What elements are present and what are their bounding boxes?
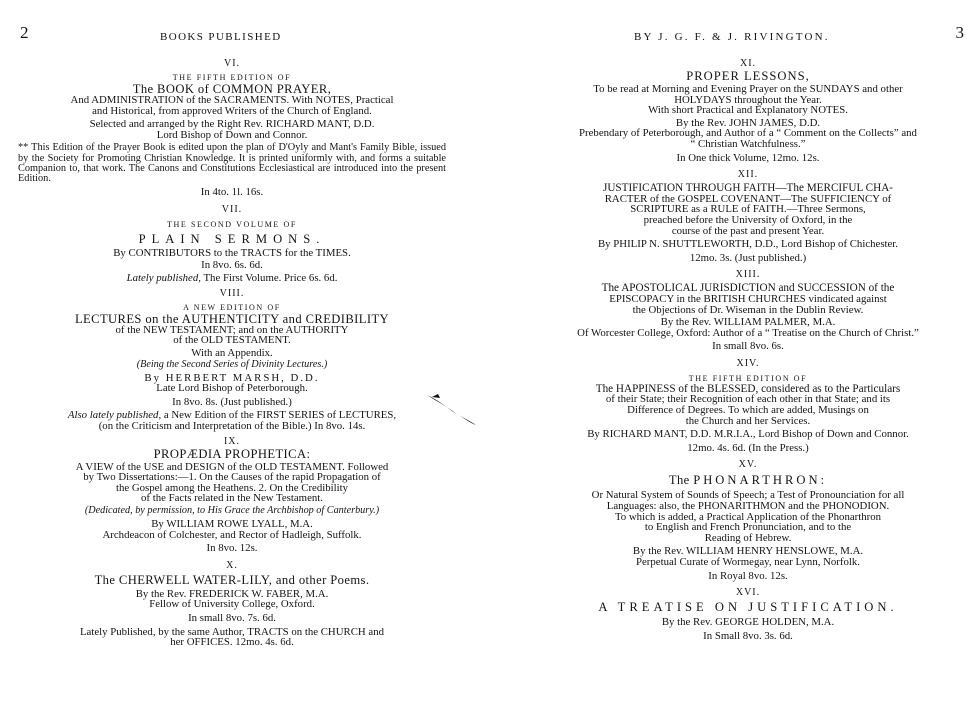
entry-line xyxy=(18,360,446,370)
entry-author: By the Rev. GEORGE HOLDEN, M.A. xyxy=(661,616,835,629)
entry-line: the Church and her Services. xyxy=(685,414,811,427)
entry-author: By the Rev. FREDERICK W. FABER, M.A. xyxy=(135,587,329,600)
entry-line: Selected and arranged by the Right Rev. RICHARD MANT, D.D. xyxy=(89,118,375,131)
title-prefix: The xyxy=(668,473,694,488)
entry-title: The BOOK of COMMON PRAYER, xyxy=(132,82,332,96)
entry-title: JUSTIFICATION THROUGH FAITH—The MERCIFUL CHA- xyxy=(602,182,894,195)
italic-text: (Dedicated, by permission, to His Grace the Archbishop of Canterbury.) xyxy=(84,504,380,516)
entry-author: By RICHARD MANT, D.D. M.R.I.A., Lord Bishop of Down and Connor. xyxy=(587,428,909,441)
entry-line: Late Lord Bishop of Peterborough. xyxy=(156,382,308,395)
entry-line: Languages: also, the PHONARITHMON and the PHONODION. xyxy=(606,500,890,513)
entry-title: LECTURES on the AUTHENTICITY and CREDIBILITY xyxy=(74,311,390,326)
entry-xi xyxy=(532,58,964,163)
entry-title: The CHERWELL WATER-LILY, and other Poems. xyxy=(94,572,370,587)
entry-line: To which is added, a Practical Application of the Phonarthron xyxy=(614,510,882,523)
entry-price: In 8vo. 12s. xyxy=(206,542,258,555)
entry-vii xyxy=(18,204,446,284)
entry-price: In One thick Volume, 12mo. 12s. xyxy=(676,151,820,164)
entry-price: In 8vo. 6s. 6d. xyxy=(201,259,263,272)
entry-line: RACTER of the GOSPEL COVENANT—The SUFFICIENCY of xyxy=(604,192,892,205)
entry-author: By WILLIAM ROWE LYALL, M.A. xyxy=(151,518,313,531)
page-number-left: 2 xyxy=(20,23,29,42)
edition-line: A NEW EDITION OF xyxy=(183,302,281,312)
entry-line: “ Christian Watchfulness.” xyxy=(690,137,806,150)
entry-number: XIII. xyxy=(735,269,761,281)
entry-author: By the Rev. WILLIAM HENRY HENSLOWE, M.A. xyxy=(632,545,864,558)
entry-line: Archdeacon of Colchester, and Rector of Hadleigh, Suffolk. xyxy=(102,528,362,541)
entry-price: 12mo. 4s. 6d. (In the Press.) xyxy=(687,441,809,454)
entry-xvi xyxy=(532,587,964,641)
page-number-right: 3 xyxy=(955,23,964,42)
entry-price: In 4to. 1l. 16s. xyxy=(200,186,264,199)
entry-number: VIII. xyxy=(219,287,245,299)
entry-number: X. xyxy=(226,559,238,571)
entry-number: VII. xyxy=(221,203,243,215)
entry-author: By the Rev. WILLIAM PALMER, M.A. xyxy=(660,316,836,329)
entry-line: HOLYDAYS throughout the Year. xyxy=(674,93,822,106)
entry-line: of the NEW TESTAMENT; and on the AUTHORITY xyxy=(115,323,349,336)
entry-line: Prebendary of Peterborough, and Author of a “ Comment on the Collects” and xyxy=(579,127,917,140)
entry-line xyxy=(18,506,446,516)
entry-author: By HERBERT MARSH, D.D. xyxy=(144,371,320,384)
right-page-header xyxy=(532,23,964,49)
entry-ix xyxy=(18,436,446,554)
edition-line: THE FIFTH EDITION OF xyxy=(688,373,808,383)
edition-line: THE FIFTH EDITION OF xyxy=(172,73,292,82)
running-head-right: BY J. G. F. & J. RIVINGTON. xyxy=(634,31,830,43)
entry-line: the Gospel among the Heathens. 2. On the Credibility xyxy=(115,481,349,494)
entry-line: And ADMINISTRATION of the SACRAMENTS. With NOTES, Practical xyxy=(70,94,394,106)
entry-line xyxy=(18,273,446,284)
entry-line: and Historical, from approved Writers of the Church of England. xyxy=(92,104,372,117)
entry-line: (on the Criticism and Interpretation of the Bible.) In 8vo. 14s. xyxy=(98,419,366,432)
entry-xiv xyxy=(532,358,964,454)
entry-line: to English and French Pronunciation, and to the xyxy=(644,521,852,534)
entry-price: 12mo. 3s. (Just published.) xyxy=(689,251,807,264)
entry-line: course of the past and present Year. xyxy=(671,224,825,237)
entry-number: XI. xyxy=(739,58,757,69)
entry-line: A VIEW of the USE and DESIGN of the OLD TESTAMENT. Followed xyxy=(75,460,389,473)
entry-number: XII. xyxy=(737,169,759,181)
entry-line: of the Facts related in the New Testament. xyxy=(141,492,323,505)
entry-line: EPISCOPACY in the BRITISH CHURCHES vindicated against xyxy=(609,292,887,305)
entry-title: PLAIN SERMONS. xyxy=(138,231,326,246)
entry-line: preached before the University of Oxford, in the xyxy=(643,213,853,226)
entry-line: To be read at Morning and Evening Prayer on the SUNDAYS and other xyxy=(593,83,903,95)
entry-viii xyxy=(18,288,446,432)
entry-x xyxy=(18,560,446,648)
italic-text: Lately published, xyxy=(126,271,201,284)
entry-title xyxy=(532,474,964,487)
entry-line: With short Practical and Explanatory NOTES. xyxy=(648,104,848,117)
entry-price: In Royal 8vo. 12s. xyxy=(708,569,788,582)
entry-xv xyxy=(532,459,964,581)
entry-xii xyxy=(532,169,964,263)
entry-xiii xyxy=(532,269,964,352)
entry-title: A TREATISE ON JUSTIFICATION. xyxy=(598,600,898,615)
italic-text: (Being the Second Series of Divinity Lectures.) xyxy=(136,359,328,371)
entry-line: of their State; their Recognition of each other in that State; and its xyxy=(605,393,891,406)
left-page xyxy=(18,0,446,728)
entry-price: In 8vo. 8s. (Just published.) xyxy=(172,395,292,408)
entry-title: PROPÆDIA PROPHETICA: xyxy=(153,446,311,461)
entry-title: The APOSTOLICAL JURISDICTION and SUCCESSION of the xyxy=(601,282,895,295)
entry-line: Lord Bishop of Down and Connor. xyxy=(156,128,308,141)
ink-flourish-icon xyxy=(426,393,478,427)
entry-line: With an Appendix. xyxy=(191,346,273,359)
entry-line: Perpetual Curate of Wormegay, near Lynn, Norfolk. xyxy=(636,556,860,568)
entry-vi xyxy=(18,58,446,198)
entry-price: In small 8vo. 7s. 6d. xyxy=(188,612,276,625)
entry-line: the Objections of Dr. Wiseman in the Dublin Review. xyxy=(632,303,864,316)
entry-line: Lately Published, by the same Author, TRACTS on the CHURCH and xyxy=(79,625,385,638)
entry-line: by Two Dissertations:—1. On the Causes of the rapid Propagation of xyxy=(83,471,381,484)
entry-line: SCRIPTURE as a RULE of FAITH.—Three Sermons, xyxy=(630,203,866,216)
entry-number: IX. xyxy=(223,435,241,447)
entry-price: In small 8vo. 6s. xyxy=(712,340,784,353)
entry-title: The HAPPINESS of the BLESSED, considered as to the Particulars xyxy=(595,382,901,395)
entry-author: By PHILIP N. SHUTTLEWORTH, D.D., Lord Bishop of Chichester. xyxy=(597,238,899,251)
entry-author: By the Rev. JOHN JAMES, D.D. xyxy=(675,116,821,129)
title-spaced: PHONARTHRON: xyxy=(693,473,828,488)
edition-line: THE SECOND VOLUME OF xyxy=(167,219,297,229)
entry-text: a New Edition of the FIRST SERIES of LECTURES, xyxy=(161,409,397,422)
entry-number: XIV. xyxy=(736,357,760,369)
right-page xyxy=(532,0,964,728)
entry-line: her OFFICES. 12mo. 4s. 6d. xyxy=(170,636,294,649)
entry-number: VI. xyxy=(223,58,241,69)
entry-line: Difference of Degrees. To which are added, Musings on xyxy=(627,404,869,417)
entry-text: The First Volume. Price 6s. 6d. xyxy=(200,271,338,284)
entry-line: Of Worcester College, Oxford: Author of a “ Treatise on the Church of Christ.” xyxy=(577,326,919,339)
italic-text: Also lately published, xyxy=(67,409,162,422)
left-page-header xyxy=(18,23,446,49)
entry-line: Or Natural System of Sounds of Speech; a Test of Pronounciation for all xyxy=(591,489,905,502)
entry-number: XV. xyxy=(738,459,758,471)
entry-line: Reading of Hebrew. xyxy=(704,531,792,544)
entry-line: Fellow of University College, Oxford. xyxy=(149,598,315,611)
entry-line: of the OLD TESTAMENT. xyxy=(173,334,291,347)
entry-line: By CONTRIBUTORS to the TRACTS for the TIMES. xyxy=(113,246,351,259)
entry-price: In Small 8vo. 3s. 6d. xyxy=(703,629,793,642)
running-head-left: BOOKS PUBLISHED xyxy=(160,31,282,43)
entry-note: ** This Edition of the Prayer Book is edited upon the plan of D'Oyly and Mant's Family Bible, issued by the Society for Promoting Christian Knowledge. It is printed uniformly with, and forms a suitable Companion to, that work. The Canons and Constitutions Ecclesiastical are introduced into the present Edition. xyxy=(18,142,446,184)
entry-number: XVI. xyxy=(735,587,761,599)
entry-title: PROPER LESSONS, xyxy=(686,69,810,83)
